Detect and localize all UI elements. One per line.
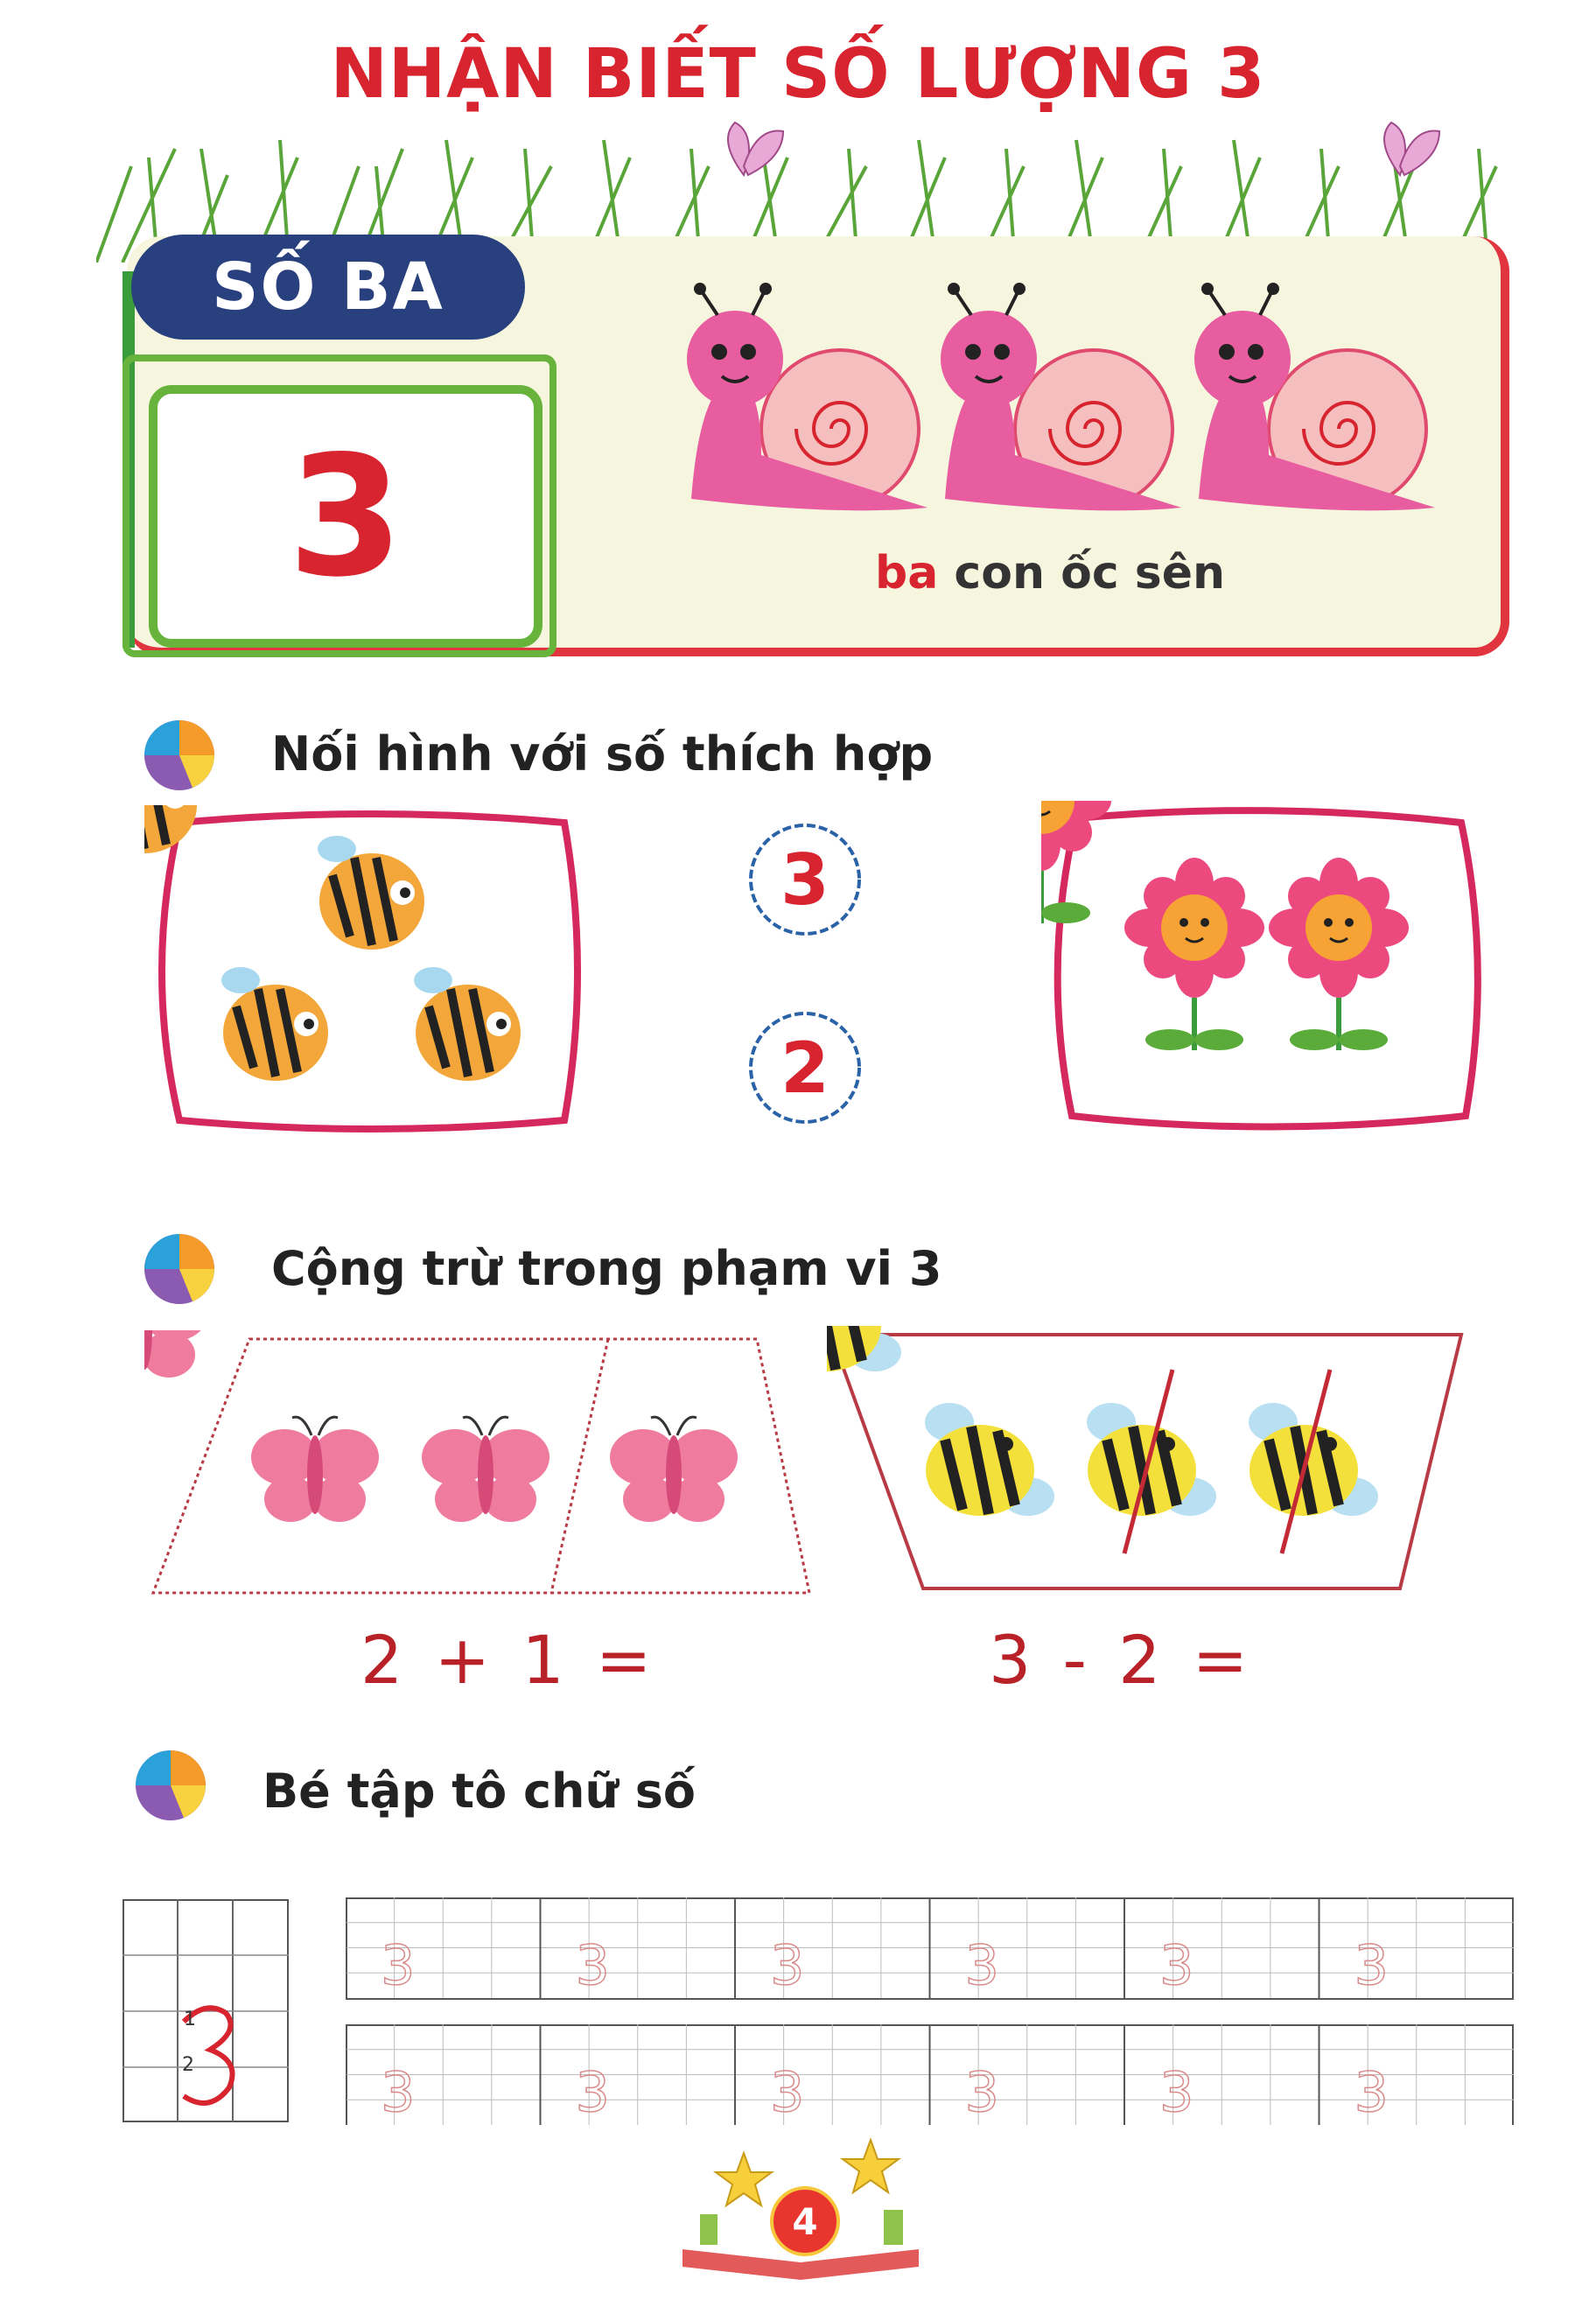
bees-subtraction-frame: [827, 1326, 1466, 1597]
page-title: NHẬN BIẾT SỐ LƯỢNG 3: [330, 35, 1266, 114]
trace-digit: 3: [575, 2059, 611, 2124]
butterfly-icon: [144, 1330, 208, 1378]
trace-digit: 3: [381, 2059, 416, 2124]
beach-ball-icon: [140, 1230, 219, 1308]
caption-highlight: ba: [875, 547, 939, 600]
tracing-row[interactable]: [346, 2024, 1514, 2125]
section-title-matching: Nối hình với số thích hợp: [271, 726, 934, 782]
model-digit-grid: [122, 1899, 289, 2122]
snail-icon: [687, 283, 928, 510]
subtraction-equation: 3 - 2 =: [989, 1621, 1254, 1699]
stroke-label-1: 1: [184, 2009, 196, 2030]
trace-digit: 3: [1159, 2059, 1194, 2124]
snail-group: [665, 280, 1452, 525]
beach-ball-icon: [140, 716, 219, 795]
addition-equation: 2 + 1 =: [360, 1621, 657, 1699]
trace-digit: 3: [964, 1932, 1000, 1997]
tracing-row[interactable]: [346, 1897, 1514, 1999]
number-label: SỐ BA: [131, 235, 525, 340]
trace-digit: 3: [1159, 1932, 1194, 1997]
section-title-arithmetic: Cộng trừ trong phạm vi 3: [271, 1241, 942, 1296]
number-badge-2-label: 2: [780, 1027, 830, 1109]
bees-frame: [144, 805, 599, 1138]
section-title-tracing: Bé tập tô chữ số: [262, 1764, 696, 1819]
bee-icon: [827, 1326, 901, 1371]
butterflies-frame: [144, 1330, 818, 1602]
trace-digit: 3: [381, 1932, 416, 1997]
trace-digit: 3: [964, 2059, 1000, 2124]
tracing-grid[interactable]: [346, 1897, 1514, 2125]
beach-ball-icon: [131, 1746, 210, 1825]
trace-digit: 3: [1354, 2059, 1390, 2124]
snail-caption: [875, 547, 1225, 600]
trace-digit: 3: [1354, 1932, 1390, 1997]
trace-digit: 3: [575, 1932, 611, 1997]
trace-digit: 3: [770, 1932, 805, 1997]
trace-digit: 3: [770, 2059, 805, 2124]
flowers-frame: [1041, 801, 1496, 1138]
number-badge-3-label: 3: [780, 838, 830, 921]
stroke-label-2: 2: [182, 2054, 194, 2076]
page-number: 4: [770, 2186, 840, 2256]
number-card: 3: [149, 385, 542, 648]
caption-text: con ốc sên: [938, 547, 1225, 600]
